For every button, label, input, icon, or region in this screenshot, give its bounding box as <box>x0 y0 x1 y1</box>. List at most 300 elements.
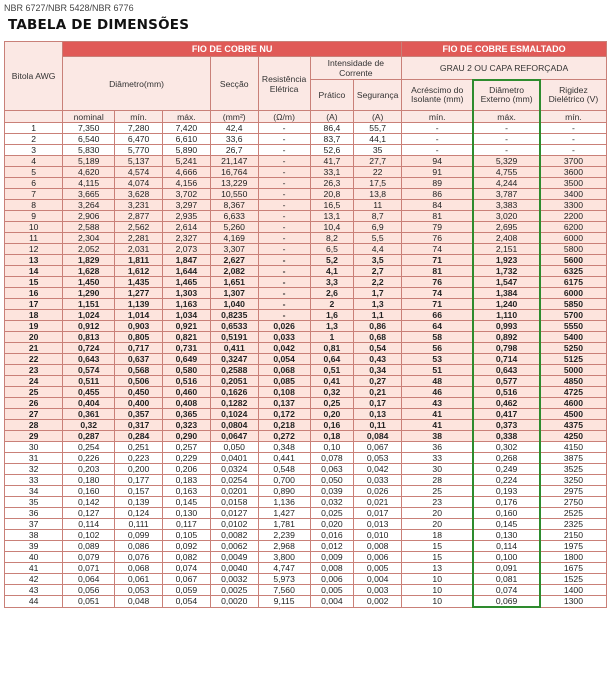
table-cell: 0,033 <box>258 332 310 343</box>
table-cell: 0,042 <box>258 343 310 354</box>
table-row <box>5 453 607 464</box>
unit-cell: mín. <box>402 111 474 123</box>
col-external-header: Diâmetro Externo (mm) <box>473 80 540 111</box>
table-cell: 3700 <box>540 156 607 167</box>
table-cell: 3,020 <box>473 211 540 222</box>
table-cell: 0,069 <box>473 596 540 608</box>
table-cell: 33 <box>402 453 474 464</box>
table-cell: 0,114 <box>63 519 115 530</box>
table-cell: 30 <box>5 442 63 453</box>
table-cell: 21 <box>5 343 63 354</box>
table-cell: 4,244 <box>473 178 540 189</box>
table-cell: 2,052 <box>63 244 115 255</box>
table-cell: 0,145 <box>163 497 211 508</box>
table-cell: 0,516 <box>473 387 540 398</box>
table-cell: 44,1 <box>354 134 402 145</box>
table-cell: 5,241 <box>163 156 211 167</box>
table-cell: 94 <box>402 156 474 167</box>
table-cell: 1,450 <box>63 277 115 288</box>
table-cell: - <box>540 123 607 134</box>
table-cell: 0,224 <box>473 475 540 486</box>
table-cell: 0,272 <box>258 431 310 442</box>
table-cell: 2 <box>5 134 63 145</box>
col-practical-header: Prático <box>310 80 354 111</box>
table-cell: 0,226 <box>63 453 115 464</box>
table-cell: 0,548 <box>258 464 310 475</box>
table-cell: 10 <box>402 585 474 596</box>
table-cell: 23 <box>402 497 474 508</box>
table-cell: 2,877 <box>115 211 163 222</box>
table-cell: 0,0158 <box>210 497 258 508</box>
table-cell: 2,281 <box>115 233 163 244</box>
table-cell: 58 <box>402 332 474 343</box>
unit-cell: (A) <box>310 111 354 123</box>
table-cell: 1800 <box>540 552 607 563</box>
table-cell: 1,290 <box>63 288 115 299</box>
table-cell: 74 <box>402 244 474 255</box>
table-row <box>5 464 607 475</box>
table-cell: 2,906 <box>63 211 115 222</box>
table-cell: 1,1 <box>354 310 402 321</box>
table-cell: 0,0804 <box>210 420 258 431</box>
table-cell: 0,229 <box>163 453 211 464</box>
table-row <box>5 442 607 453</box>
table-cell: 0,130 <box>163 508 211 519</box>
table-row <box>5 486 607 497</box>
table-cell: 48 <box>402 376 474 387</box>
table-cell: 91 <box>402 167 474 178</box>
table-cell: - <box>258 211 310 222</box>
table-row <box>5 387 607 398</box>
table-row <box>5 332 607 343</box>
table-cell: 2,968 <box>258 541 310 552</box>
table-cell: 0,111 <box>115 519 163 530</box>
table-cell: 41,7 <box>310 156 354 167</box>
table-cell: 2325 <box>540 519 607 530</box>
table-row <box>5 277 607 288</box>
table-cell: 0,460 <box>163 387 211 398</box>
table-cell: 1,547 <box>473 277 540 288</box>
table-cell: 1 <box>310 332 354 343</box>
table-cell: 0,11 <box>354 420 402 431</box>
table-row <box>5 585 607 596</box>
table-cell: 2,304 <box>63 233 115 244</box>
table-cell: 0,0324 <box>210 464 258 475</box>
table-cell: 0,643 <box>473 365 540 376</box>
table-cell: 37 <box>5 519 63 530</box>
table-cell: 5,137 <box>115 156 163 167</box>
table-row <box>5 574 607 585</box>
table-cell: 32 <box>5 464 63 475</box>
table-cell: - <box>258 156 310 167</box>
table-cell: 5,830 <box>63 145 115 156</box>
table-cell: 0,516 <box>163 376 211 387</box>
standards-line: NBR 6727/NBR 5428/NBR 6776 <box>4 3 134 13</box>
table-cell: 0,003 <box>354 585 402 596</box>
table-cell: - <box>258 233 310 244</box>
table-row <box>5 398 607 409</box>
table-cell: - <box>473 123 540 134</box>
table-cell: 5,189 <box>63 156 115 167</box>
table-cell: 17 <box>5 299 63 310</box>
table-cell: 20 <box>402 519 474 530</box>
table-cell: 16 <box>5 288 63 299</box>
table-cell: 0,455 <box>63 387 115 398</box>
table-cell: 1,465 <box>163 277 211 288</box>
table-cell: 4500 <box>540 409 607 420</box>
table-cell: 10,550 <box>210 189 258 200</box>
table-cell: 4,4 <box>354 244 402 255</box>
table-cell: 0,193 <box>473 486 540 497</box>
table-cell: 1,435 <box>115 277 163 288</box>
table-cell: 0,114 <box>473 541 540 552</box>
table-cell: 0,006 <box>354 552 402 563</box>
table-cell: 22 <box>354 167 402 178</box>
table-cell: 0,511 <box>63 376 115 387</box>
table-cell: 4,747 <box>258 563 310 574</box>
col-section-header: Secção <box>210 57 258 111</box>
table-cell: 0,251 <box>115 442 163 453</box>
table-cell: 0,813 <box>63 332 115 343</box>
table-cell: 0,1626 <box>210 387 258 398</box>
col-gauge-header: Bitola AWG <box>5 42 63 111</box>
table-cell: 5850 <box>540 299 607 310</box>
table-row <box>5 266 607 277</box>
table-cell: 0,0401 <box>210 453 258 464</box>
table-row <box>5 123 607 134</box>
table-cell: 0,6533 <box>210 321 258 332</box>
table-cell: 0,2051 <box>210 376 258 387</box>
table-cell: 34 <box>5 486 63 497</box>
table-cell: 1,829 <box>63 255 115 266</box>
table-cell: 0,338 <box>473 431 540 442</box>
table-cell: 0,287 <box>63 431 115 442</box>
table-cell: 14 <box>5 266 63 277</box>
enameled-sub-header: GRAU 2 OU CAPA REFORÇADA <box>402 57 607 80</box>
table-cell: 0,0647 <box>210 431 258 442</box>
table-cell: 0,0127 <box>210 508 258 519</box>
table-cell: 81 <box>402 211 474 222</box>
table-cell: 28 <box>402 475 474 486</box>
table-cell: 0,54 <box>354 343 402 354</box>
col-insulation-header: Acréscimo do Isolante (mm) <box>402 80 474 111</box>
unit-cell: (Ω/m) <box>258 111 310 123</box>
table-cell: 4,074 <box>115 178 163 189</box>
table-cell: 1,277 <box>115 288 163 299</box>
table-cell: 2200 <box>540 211 607 222</box>
table-cell: 1,014 <box>115 310 163 321</box>
table-cell: 0,063 <box>310 464 354 475</box>
table-cell: 4,169 <box>210 233 258 244</box>
table-cell: 1,6 <box>310 310 354 321</box>
table-cell: 6,540 <box>63 134 115 145</box>
table-row <box>5 475 607 486</box>
table-cell: 15 <box>5 277 63 288</box>
table-cell: 0,078 <box>310 453 354 464</box>
table-cell: 76 <box>402 277 474 288</box>
col-current-header: Intensidade de Corrente <box>310 57 402 80</box>
table-cell: 71 <box>402 299 474 310</box>
table-cell: 1300 <box>540 596 607 608</box>
table-cell: 1,427 <box>258 508 310 519</box>
unit-cell: (mm²) <box>210 111 258 123</box>
table-cell: 7 <box>5 189 63 200</box>
table-cell: 0,0040 <box>210 563 258 574</box>
table-cell: 0,408 <box>163 398 211 409</box>
table-cell: 25 <box>402 486 474 497</box>
table-cell: 0,180 <box>63 475 115 486</box>
table-cell: 2,614 <box>163 222 211 233</box>
table-cell: 3,3 <box>310 277 354 288</box>
table-cell: 0,16 <box>310 420 354 431</box>
table-cell: 1,811 <box>115 255 163 266</box>
table-cell: 0,43 <box>354 354 402 365</box>
table-cell: 6,633 <box>210 211 258 222</box>
table-cell: - <box>258 134 310 145</box>
table-cell: 0,021 <box>354 497 402 508</box>
table-cell: 0,008 <box>354 541 402 552</box>
table-cell: 6,9 <box>354 222 402 233</box>
table-cell: 0,903 <box>115 321 163 332</box>
table-cell: 0,100 <box>473 552 540 563</box>
table-cell: 0,009 <box>310 552 354 563</box>
table-cell: 13 <box>5 255 63 266</box>
table-cell: 0,411 <box>210 343 258 354</box>
table-cell: 0,218 <box>258 420 310 431</box>
table-cell: 83,7 <box>310 134 354 145</box>
table-cell: 0,012 <box>310 541 354 552</box>
table-cell: 1,732 <box>473 266 540 277</box>
table-cell: 6,610 <box>163 134 211 145</box>
table-cell: 0,082 <box>163 552 211 563</box>
table-cell: 8 <box>5 200 63 211</box>
table-cell: 1,644 <box>163 266 211 277</box>
table-cell: 0,061 <box>115 574 163 585</box>
table-cell: 2,082 <box>210 266 258 277</box>
table-cell: 0,0201 <box>210 486 258 497</box>
table-row <box>5 134 607 145</box>
table-cell: 18 <box>5 310 63 321</box>
unit-cell: máx. <box>163 111 211 123</box>
table-cell: 5400 <box>540 332 607 343</box>
group-enameled-header: FIO DE COBRE ESMALTADO <box>402 42 607 57</box>
table-cell: 3,800 <box>258 552 310 563</box>
table-row <box>5 508 607 519</box>
table-cell: 0,724 <box>63 343 115 354</box>
table-row <box>5 156 607 167</box>
table-cell: 5 <box>5 167 63 178</box>
table-cell: 2,588 <box>63 222 115 233</box>
table-cell: - <box>402 134 474 145</box>
table-row <box>5 420 607 431</box>
table-cell: - <box>258 277 310 288</box>
table-cell: 3 <box>5 145 63 156</box>
table-cell: 2,935 <box>163 211 211 222</box>
table-cell: 2,2 <box>354 277 402 288</box>
table-cell: 0,450 <box>115 387 163 398</box>
table-cell: - <box>258 299 310 310</box>
table-cell: 0,223 <box>115 453 163 464</box>
table-cell: 6200 <box>540 222 607 233</box>
table-cell: 0,117 <box>163 519 211 530</box>
table-cell: 0,821 <box>163 332 211 343</box>
table-cell: 52,6 <box>310 145 354 156</box>
table-cell: 0,183 <box>163 475 211 486</box>
table-cell: 5000 <box>540 365 607 376</box>
table-cell: 10,4 <box>310 222 354 233</box>
table-cell: 0,160 <box>63 486 115 497</box>
table-cell: 0,0254 <box>210 475 258 486</box>
table-cell: 0,20 <box>310 409 354 420</box>
table-cell: 0,441 <box>258 453 310 464</box>
table-cell: 38 <box>5 530 63 541</box>
table-cell: 41 <box>5 563 63 574</box>
table-cell: 0,0102 <box>210 519 258 530</box>
table-cell: 0,074 <box>163 563 211 574</box>
table-cell: 24 <box>5 376 63 387</box>
table-cell: 43 <box>5 585 63 596</box>
table-cell: - <box>258 244 310 255</box>
table-cell: 0,053 <box>354 453 402 464</box>
table-cell: 4,1 <box>310 266 354 277</box>
table-cell: 0,006 <box>310 574 354 585</box>
table-cell: 0,993 <box>473 321 540 332</box>
table-cell: - <box>402 145 474 156</box>
table-cell: 0,157 <box>115 486 163 497</box>
table-cell: - <box>258 222 310 233</box>
table-cell: 10 <box>402 596 474 608</box>
table-cell: 0,68 <box>354 332 402 343</box>
table-cell: 16,5 <box>310 200 354 211</box>
table-cell: 4850 <box>540 376 607 387</box>
table-cell: 0,731 <box>163 343 211 354</box>
table-row <box>5 167 607 178</box>
table-cell: 1,110 <box>473 310 540 321</box>
table-cell: 0,056 <box>63 585 115 596</box>
table-cell: 0,089 <box>63 541 115 552</box>
table-row <box>5 497 607 508</box>
table-cell: 0,284 <box>115 431 163 442</box>
table-cell: 13 <box>402 563 474 574</box>
table-cell: 0,086 <box>115 541 163 552</box>
table-cell: 2,6 <box>310 288 354 299</box>
table-cell: 0,568 <box>115 365 163 376</box>
table-cell: 1,612 <box>115 266 163 277</box>
table-cell: 2,695 <box>473 222 540 233</box>
table-cell: 41 <box>402 420 474 431</box>
table-cell: 5700 <box>540 310 607 321</box>
table-cell: 0,64 <box>310 354 354 365</box>
table-cell: 0,005 <box>310 585 354 596</box>
table-cell: 0,643 <box>63 354 115 365</box>
table-cell: 0,34 <box>354 365 402 376</box>
table-cell: 6000 <box>540 233 607 244</box>
table-row <box>5 365 607 376</box>
table-cell: 1,136 <box>258 497 310 508</box>
table-cell: 3,307 <box>210 244 258 255</box>
table-cell: 4250 <box>540 431 607 442</box>
table-cell: 1 <box>5 123 63 134</box>
table-cell: 0,921 <box>163 321 211 332</box>
table-cell: 0,124 <box>115 508 163 519</box>
table-cell: 0,714 <box>473 354 540 365</box>
table-cell: 2,627 <box>210 255 258 266</box>
table-cell: 3,231 <box>115 200 163 211</box>
table-cell: 0,067 <box>163 574 211 585</box>
table-cell: 35 <box>354 145 402 156</box>
table-cell: 2975 <box>540 486 607 497</box>
table-cell: 0,5191 <box>210 332 258 343</box>
table-cell: 13,1 <box>310 211 354 222</box>
table-cell: 4,574 <box>115 167 163 178</box>
table-row <box>5 244 607 255</box>
table-cell: 0,81 <box>310 343 354 354</box>
table-cell: 42 <box>5 574 63 585</box>
table-cell: 1,7 <box>354 288 402 299</box>
table-cell: 71 <box>402 255 474 266</box>
table-cell: 0,0025 <box>210 585 258 596</box>
table-cell: 0,160 <box>473 508 540 519</box>
table-cell: 2750 <box>540 497 607 508</box>
table-cell: 33 <box>5 475 63 486</box>
table-cell: - <box>258 288 310 299</box>
table-cell: 0,21 <box>354 387 402 398</box>
table-cell: 0,108 <box>258 387 310 398</box>
table-cell: 2,073 <box>163 244 211 255</box>
table-cell: 0,010 <box>354 530 402 541</box>
table-row <box>5 343 607 354</box>
table-cell: 1,651 <box>210 277 258 288</box>
table-cell: 66 <box>402 310 474 321</box>
table-cell: 1525 <box>540 574 607 585</box>
table-cell: 11 <box>5 233 63 244</box>
table-cell: 0,050 <box>310 475 354 486</box>
unit-cell: nominal <box>63 111 115 123</box>
table-row <box>5 200 607 211</box>
table-cell: 0,1282 <box>210 398 258 409</box>
table-cell: 0,51 <box>310 365 354 376</box>
table-cell: 5250 <box>540 343 607 354</box>
table-cell: 30 <box>402 464 474 475</box>
table-cell: 81 <box>402 266 474 277</box>
table-cell: 3,787 <box>473 189 540 200</box>
table-cell: 5600 <box>540 255 607 266</box>
table-cell: 11 <box>354 200 402 211</box>
table-row <box>5 596 607 608</box>
table-cell: 13,8 <box>354 189 402 200</box>
table-row <box>5 541 607 552</box>
table-cell: 0,400 <box>115 398 163 409</box>
table-cell: 0,048 <box>115 596 163 608</box>
table-cell: 2,7 <box>354 266 402 277</box>
table-cell: 0,357 <box>115 409 163 420</box>
table-cell: - <box>473 134 540 145</box>
table-cell: 1,923 <box>473 255 540 266</box>
table-cell: 3,628 <box>115 189 163 200</box>
table-cell: 40 <box>5 552 63 563</box>
table-cell: 0,092 <box>163 541 211 552</box>
table-row <box>5 354 607 365</box>
table-cell: 3400 <box>540 189 607 200</box>
table-cell: 1,307 <box>210 288 258 299</box>
table-cell: 1,303 <box>163 288 211 299</box>
table-cell: 35 <box>5 497 63 508</box>
table-cell: 38 <box>402 431 474 442</box>
table-cell: 39 <box>5 541 63 552</box>
table-cell: 1,628 <box>63 266 115 277</box>
table-cell: 5550 <box>540 321 607 332</box>
table-cell: 1,151 <box>63 299 115 310</box>
